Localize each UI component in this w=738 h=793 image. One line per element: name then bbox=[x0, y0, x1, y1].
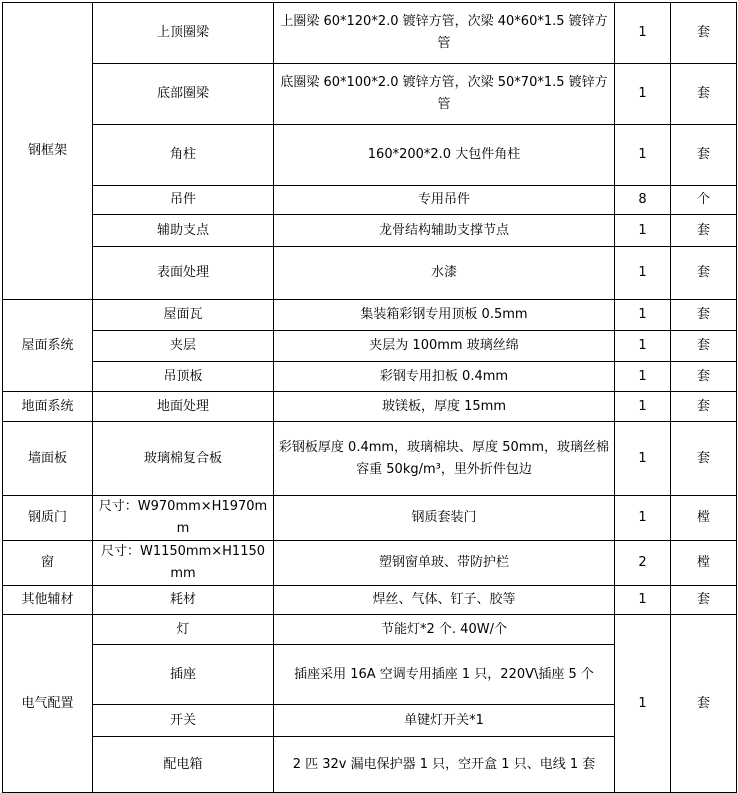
qty-cell: 1 bbox=[615, 247, 671, 300]
spec-cell: 底圈梁 60*100*2.0 镀锌方管，次梁 50*70*1.5 镀锌方管 bbox=[274, 64, 615, 125]
category-cell: 钢质门 bbox=[3, 496, 93, 541]
item-cell: 上顶圈梁 bbox=[93, 3, 274, 64]
spec-cell: 上圈梁 60*120*2.0 镀锌方管，次梁 40*60*1.5 镀锌方管 bbox=[274, 3, 615, 64]
spec-cell: 集装箱彩钢专用顶板 0.5mm bbox=[274, 300, 615, 331]
spec-cell: 焊丝、气体、钉子、胶等 bbox=[274, 586, 615, 615]
spec-table bbox=[2, 2, 737, 793]
spec-cell: 水漆 bbox=[274, 247, 615, 300]
spec-cell: 夹层为 100mm 玻璃丝绵 bbox=[274, 331, 615, 362]
spec-cell: 钢质套装门 bbox=[274, 496, 615, 541]
table-row bbox=[3, 496, 737, 541]
qty-cell: 1 bbox=[615, 422, 671, 496]
table-row bbox=[3, 300, 737, 331]
item-cell: 尺寸：W970mm×H1970mm bbox=[93, 496, 274, 541]
table-row bbox=[3, 3, 737, 64]
spec-cell: 插座采用 16A 空调专用插座 1 只，220V\插座 5 个 bbox=[274, 645, 615, 705]
qty-cell: 1 bbox=[615, 215, 671, 247]
table-row bbox=[3, 215, 737, 247]
spec-cell: 2 匹 32v 漏电保护器 1 只，空开盒 1 只、电线 1 套 bbox=[274, 737, 615, 793]
spec-cell: 彩钢板厚度 0.4mm，玻璃棉块、厚度 50mm，玻璃丝棉容重 50kg/m³，里外折件包边 bbox=[274, 422, 615, 496]
spec-cell: 塑钢窗单玻、带防护栏 bbox=[274, 541, 615, 586]
item-cell: 灯 bbox=[93, 615, 274, 645]
unit-cell: 套 bbox=[671, 392, 737, 422]
unit-cell: 套 bbox=[671, 247, 737, 300]
item-cell: 插座 bbox=[93, 645, 274, 705]
item-cell: 吊顶板 bbox=[93, 362, 274, 392]
qty-cell: 1 bbox=[615, 496, 671, 541]
qty-cell: 1 bbox=[615, 331, 671, 362]
unit-cell: 套 bbox=[671, 615, 737, 793]
item-cell: 玻璃棉复合板 bbox=[93, 422, 274, 496]
item-cell: 配电箱 bbox=[93, 737, 274, 793]
table-row bbox=[3, 362, 737, 392]
spec-cell: 彩钢专用扣板 0.4mm bbox=[274, 362, 615, 392]
unit-cell: 套 bbox=[671, 125, 737, 186]
table-row bbox=[3, 586, 737, 615]
qty-cell: 1 bbox=[615, 64, 671, 125]
table-row bbox=[3, 247, 737, 300]
unit-cell: 套 bbox=[671, 300, 737, 331]
item-cell: 表面处理 bbox=[93, 247, 274, 300]
qty-cell: 1 bbox=[615, 392, 671, 422]
table-row bbox=[3, 422, 737, 496]
category-cell: 其他辅材 bbox=[3, 586, 93, 615]
unit-cell: 个 bbox=[671, 186, 737, 215]
item-cell: 吊件 bbox=[93, 186, 274, 215]
table-row bbox=[3, 331, 737, 362]
qty-cell: 1 bbox=[615, 586, 671, 615]
category-cell: 屋面系统 bbox=[3, 300, 93, 392]
item-cell: 角柱 bbox=[93, 125, 274, 186]
spec-cell: 单键灯开关*1 bbox=[274, 705, 615, 737]
item-cell: 辅助支点 bbox=[93, 215, 274, 247]
unit-cell: 套 bbox=[671, 3, 737, 64]
item-cell: 尺寸：W1150mm×H1150mm bbox=[93, 541, 274, 586]
item-cell: 夹层 bbox=[93, 331, 274, 362]
spec-cell: 专用吊件 bbox=[274, 186, 615, 215]
qty-cell: 1 bbox=[615, 125, 671, 186]
table-row bbox=[3, 64, 737, 125]
qty-cell: 1 bbox=[615, 362, 671, 392]
qty-cell: 1 bbox=[615, 300, 671, 331]
table-row bbox=[3, 125, 737, 186]
spec-cell: 玻镁板，厚度 15mm bbox=[274, 392, 615, 422]
unit-cell: 樘 bbox=[671, 541, 737, 586]
table-row bbox=[3, 186, 737, 215]
category-cell: 电气配置 bbox=[3, 615, 93, 793]
category-cell: 窗 bbox=[3, 541, 93, 586]
item-cell: 底部圈梁 bbox=[93, 64, 274, 125]
unit-cell: 樘 bbox=[671, 496, 737, 541]
unit-cell: 套 bbox=[671, 362, 737, 392]
qty-cell: 1 bbox=[615, 615, 671, 793]
unit-cell: 套 bbox=[671, 331, 737, 362]
unit-cell: 套 bbox=[671, 586, 737, 615]
unit-cell: 套 bbox=[671, 215, 737, 247]
qty-cell: 2 bbox=[615, 541, 671, 586]
item-cell: 地面处理 bbox=[93, 392, 274, 422]
item-cell: 耗材 bbox=[93, 586, 274, 615]
table-row bbox=[3, 392, 737, 422]
table-row bbox=[3, 541, 737, 586]
item-cell: 开关 bbox=[93, 705, 274, 737]
qty-cell: 8 bbox=[615, 186, 671, 215]
unit-cell: 套 bbox=[671, 64, 737, 125]
unit-cell: 套 bbox=[671, 422, 737, 496]
qty-cell: 1 bbox=[615, 3, 671, 64]
category-cell: 钢框架 bbox=[3, 3, 93, 300]
category-cell: 墙面板 bbox=[3, 422, 93, 496]
category-cell: 地面系统 bbox=[3, 392, 93, 422]
table-row bbox=[3, 615, 737, 645]
spec-cell: 160*200*2.0 大包件角柱 bbox=[274, 125, 615, 186]
spec-cell: 节能灯*2 个. 40W/个 bbox=[274, 615, 615, 645]
item-cell: 屋面瓦 bbox=[93, 300, 274, 331]
spec-cell: 龙骨结构辅助支撑节点 bbox=[274, 215, 615, 247]
